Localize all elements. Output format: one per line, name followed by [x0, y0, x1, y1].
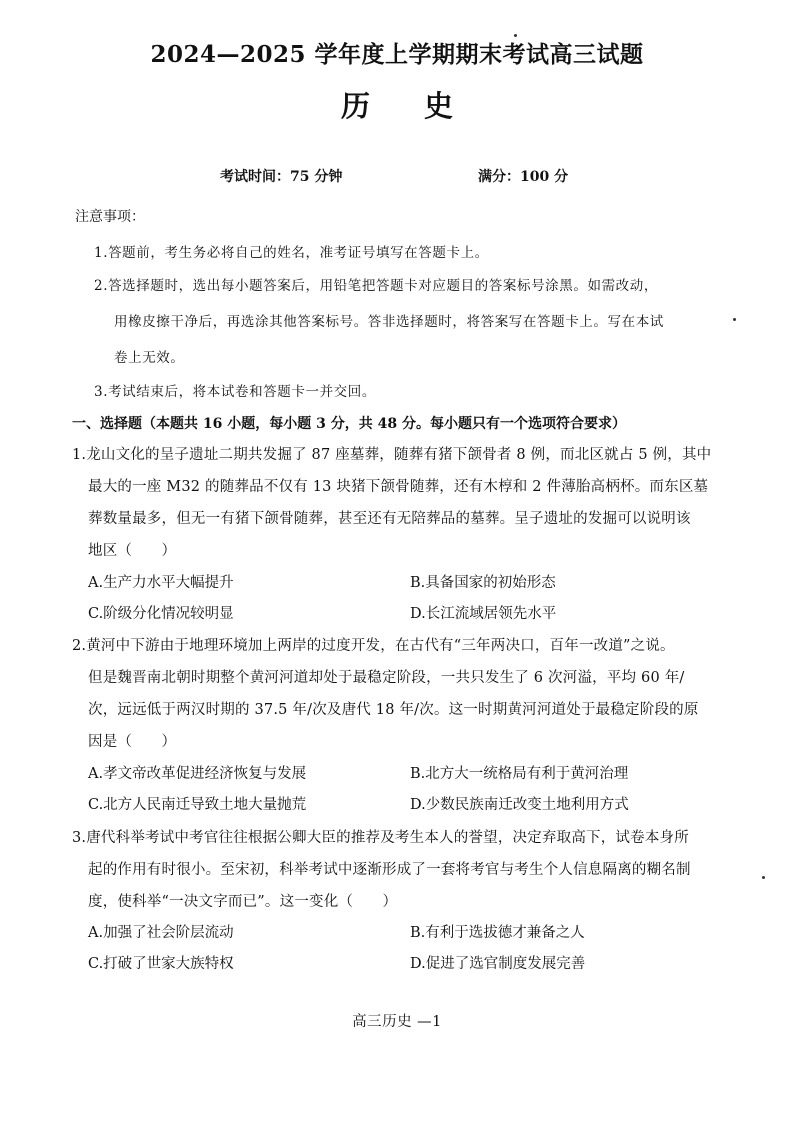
question-text-line: 次，远远低于两汉时期的 37.5 年/次及唐代 18 年/次。这一时期黄河河道处于最稳定阶段的原 — [88, 702, 699, 718]
full-score-label: 满分：100 分 — [478, 169, 569, 185]
option-b: B.北方大一统格局有利于黄河治理 — [410, 766, 629, 782]
scan-speck — [514, 34, 517, 37]
option-c: C.阶级分化情况较明显 — [88, 606, 234, 622]
scan-speck — [733, 318, 736, 321]
page-footer: 高三历史 —1 — [352, 1014, 442, 1030]
question-text-line: 葬数量最多，但无一有猪下颌骨随葬，甚至还有无陪葬品的墓葬。呈子遗址的发掘可以说明该 — [88, 511, 691, 527]
scan-speck — [762, 876, 765, 879]
exam-time-label: 考试时间：75 分钟 — [220, 169, 343, 185]
question-text-line: 最大的一座 M32 的随葬品不仅有 13 块猪下颌骨随葬，还有木椁和 2 件薄胎高柄杯。而东区墓 — [88, 479, 709, 495]
question-text-line: 1.龙山文化的呈子遗址二期共发掘了 87 座墓葬，随葬有猪下颌骨者 8 例，而北区就占 5 例，其中 — [72, 447, 712, 463]
subject-title: 历 史 — [340, 89, 476, 123]
exam-info — [0, 166, 794, 188]
question-text-line: 起的作用有时很小。至宋初，科举考试中逐渐形成了一套将考官与考生个人信息隔离的糊名制 — [88, 862, 691, 878]
option-d: D.促进了选官制度发展完善 — [410, 956, 586, 972]
option-b: B.有利于选拔德才兼备之人 — [410, 925, 585, 941]
exam-title: 2024—2025 学年度上学期期末考试高三试题 — [150, 41, 644, 68]
notice-item-1: 1.答题前，考生务必将自己的姓名，准考证号填写在答题卡上。 — [94, 245, 489, 261]
option-a: A.生产力水平大幅提升 — [88, 575, 234, 591]
notice-item-2-cont: 卷上无效。 — [114, 350, 185, 366]
option-b: B.具备国家的初始形态 — [410, 575, 556, 591]
question-text-line: 3.唐代科举考试中考官往往根据公卿大臣的推荐及考生本人的誉望，决定弃取高下，试卷本身所 — [72, 830, 689, 846]
notice-item-2-cont: 用橡皮擦干净后，再选涂其他答案标号。答非选择题时，将答案写在答题卡上。写在本试 — [114, 314, 664, 330]
notice-item-2: 2.答选择题时，选出每小题答案后，用铅笔把答题卡对应题目的答案标号涂黑。如需改动， — [94, 278, 658, 294]
option-c: C.北方人民南迁导致土地大量抛荒 — [88, 797, 307, 813]
question-text-line: 因是（ ） — [88, 734, 177, 750]
option-c: C.打破了世家大族特权 — [88, 956, 234, 972]
question-text-line: 度，使科举“一决文字而已”。这一变化（ ） — [88, 894, 398, 910]
notice-item-3: 3.考试结束后，将本试卷和答题卡一并交回。 — [94, 384, 376, 400]
section-heading: 一、选择题（本题共 16 小题，每小题 3 分，共 48 分。每小题只有一个选项符合要求） — [72, 416, 626, 432]
question-text-line: 地区（ ） — [88, 543, 177, 559]
question-text-line: 2.黄河中下游由于地理环境加上两岸的过度开发，在古代有“三年两决口，百年一改道”之说。 — [72, 638, 675, 654]
option-d: D.少数民族南迁改变土地利用方式 — [410, 797, 629, 813]
option-d: D.长江流域居领先水平 — [410, 606, 557, 622]
notice-heading: 注意事项： — [75, 209, 145, 225]
option-a: A.加强了社会阶层流动 — [88, 925, 234, 941]
option-a: A.孝文帝改革促进经济恢复与发展 — [88, 766, 307, 782]
question-text-line: 但是魏晋南北朝时期整个黄河河道却处于最稳定阶段，一共只发生了 6 次河溢，平均 60 年/ — [88, 670, 685, 686]
